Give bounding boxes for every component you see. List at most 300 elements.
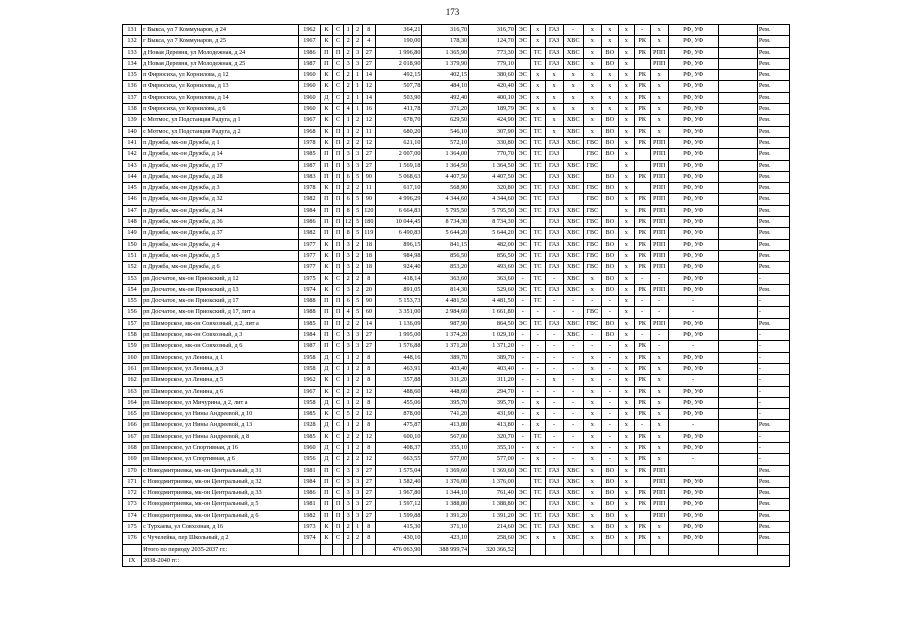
table-cell: 896,15 [375, 239, 422, 250]
table-cell: РК [634, 262, 650, 273]
table-cell: 18 [362, 239, 375, 250]
table-cell: РК [634, 363, 650, 374]
table-cell: 878,00 [375, 409, 422, 420]
table-cell: 2 [353, 183, 363, 194]
table-cell: ВО [601, 522, 618, 533]
table-cell: ТС [530, 488, 545, 499]
table-cell [563, 149, 583, 160]
table-cell: 430,10 [375, 533, 422, 544]
table-cell: 164 [123, 397, 142, 408]
table-cell: РК [634, 92, 650, 103]
table-cell: х [650, 454, 668, 465]
table-cell: ВО [601, 171, 618, 182]
table-cell: ТС [530, 183, 545, 194]
table-cell [718, 499, 757, 510]
table-cell: - [757, 307, 789, 318]
table-cell: ТС [530, 510, 545, 521]
table-cell: ХВС [563, 171, 583, 182]
table-cell: ТС [530, 476, 545, 487]
table-cell: х [650, 420, 668, 431]
table-cell: ГАЗ [545, 239, 563, 250]
table-cell: - [668, 296, 718, 307]
table-cell: РФ, УФ [668, 58, 718, 69]
table-cell: РПП [650, 137, 668, 148]
table-cell: 1960 [299, 81, 320, 92]
table-cell: 1983 [299, 171, 320, 182]
table-cell: - [545, 307, 563, 318]
table-cell: 90 [362, 296, 375, 307]
table-cell: Рем. [757, 228, 789, 239]
table-cell: РПП [650, 262, 668, 273]
table-cell: К [320, 262, 333, 273]
table-cell: 1988 [299, 296, 320, 307]
table-row [123, 409, 790, 420]
table-cell: 27 [362, 499, 375, 510]
table-cell: 420,40 [469, 81, 516, 92]
total-area-2: 388 999,74 [422, 544, 469, 555]
table-cell: - [757, 273, 789, 284]
table-cell: п Дружба, мк-он Дружба, д 3 [142, 183, 299, 194]
table-cell: рп Шиморское, ул Ленина, д 5 [142, 375, 299, 386]
table-cell: С [333, 488, 344, 499]
table-cell: Рем. [757, 239, 789, 250]
table-cell: 1987 [299, 341, 320, 352]
table-cell: РК [634, 228, 650, 239]
table-cell: - [515, 431, 530, 442]
table-cell: 151 [123, 250, 142, 261]
table-row [123, 375, 790, 386]
table-cell: 2 [353, 137, 363, 148]
housing-repair-table [122, 24, 790, 567]
table-row [123, 25, 790, 36]
table-cell: РК [634, 375, 650, 386]
table-cell: 1928 [299, 420, 320, 431]
table-cell [530, 171, 545, 182]
table-row [123, 115, 790, 126]
table-cell: 779,10 [469, 58, 516, 69]
table-row [123, 217, 790, 228]
table-cell: 355,10 [469, 442, 516, 453]
table-cell: 2 007,00 [375, 149, 422, 160]
table-cell: х [650, 126, 668, 137]
table-cell: х [618, 205, 634, 216]
table-cell: ЭС [515, 217, 530, 228]
table-cell: 139 [123, 115, 142, 126]
table-cell: - [530, 363, 545, 374]
table-cell: х [583, 431, 601, 442]
table-cell: РФ, УФ [668, 442, 718, 453]
table-cell: 2 [353, 533, 363, 544]
table-cell: х [618, 183, 634, 194]
table-cell: - [583, 330, 601, 341]
table-cell: Рем. [757, 58, 789, 69]
table-cell: 1 [343, 363, 353, 374]
total-area-1: 476 063,90 [375, 544, 422, 555]
table-cell: 2 [343, 533, 353, 544]
table-cell: - [545, 431, 563, 442]
table-cell: 119 [362, 228, 375, 239]
table-cell: 5 [353, 171, 363, 182]
table-cell: П [333, 149, 344, 160]
table-cell: ВО [601, 510, 618, 521]
table-cell: С [333, 465, 344, 476]
table-cell: рп Шиморское, мк-он Совхозный, д 2, лит а [142, 318, 299, 329]
table-cell [718, 149, 757, 160]
table-cell: с Новодмитриевка, мк-он Центральный, д 5 [142, 499, 299, 510]
table-cell: 984,98 [375, 250, 422, 261]
table-cell: К [320, 250, 333, 261]
table-cell: ГАЗ [545, 228, 563, 239]
table-cell: 2 [343, 36, 353, 47]
table-cell: 2 [353, 454, 363, 465]
table-cell: 1960 [299, 92, 320, 103]
table-cell: РК [634, 488, 650, 499]
table-cell: 152 [123, 262, 142, 273]
table-cell: х [583, 442, 601, 453]
table-row [123, 205, 790, 216]
table-cell: х [618, 194, 634, 205]
table-row [123, 126, 790, 137]
table-cell: Рем. [757, 194, 789, 205]
table-cell: х [650, 104, 668, 115]
table-cell: 621,10 [375, 137, 422, 148]
table-cell [718, 442, 757, 453]
table-cell: П [320, 330, 333, 341]
table-cell: 6 [343, 296, 353, 307]
table-cell: 8 [362, 273, 375, 284]
table-cell: 1985 [299, 409, 320, 420]
table-cell: РК [634, 137, 650, 148]
table-cell: - [563, 363, 583, 374]
table-cell: х [618, 171, 634, 182]
table-cell: ВО [601, 262, 618, 273]
table-cell: ХВС [563, 262, 583, 273]
table-cell: РФ, УФ [668, 47, 718, 58]
table-cell [515, 476, 530, 487]
table-cell: ХВС [563, 510, 583, 521]
table-cell: 8 [343, 228, 353, 239]
table-cell: 2 [353, 363, 363, 374]
table-cell [530, 544, 545, 555]
table-cell: П [320, 296, 333, 307]
table-cell: - [757, 454, 789, 465]
table-cell: п Дружба, мк-он Дружба, д 1 [142, 137, 299, 148]
table-cell [343, 544, 353, 555]
table-cell: 408,37 [375, 442, 422, 453]
table-cell: х [530, 397, 545, 408]
table-cell: 1 [343, 420, 353, 431]
table-cell: - [530, 330, 545, 341]
table-cell: С [333, 386, 344, 397]
table-cell: РК [634, 442, 650, 453]
table-row [123, 499, 790, 510]
table-cell: Рем. [757, 217, 789, 228]
table-cell: 11 [362, 126, 375, 137]
table-cell: ЭС [515, 160, 530, 171]
table-cell: РК [634, 409, 650, 420]
table-cell: 413,80 [469, 420, 516, 431]
table-cell: ХВС [563, 160, 583, 171]
table-cell: 2 984,60 [422, 307, 469, 318]
table-cell [718, 126, 757, 137]
table-cell: 415,30 [375, 522, 422, 533]
table-cell: 482,00 [469, 239, 516, 250]
table-cell: - [563, 409, 583, 420]
table-cell: Д [320, 363, 333, 374]
table-cell: ВО [601, 330, 618, 341]
table-row [123, 194, 790, 205]
table-row [123, 273, 790, 284]
table-cell: Рем. [757, 510, 789, 521]
table-cell: 1960 [299, 442, 320, 453]
table-cell: РПП [650, 149, 668, 160]
table-cell: 680,20 [375, 126, 422, 137]
table-cell: ЭС [515, 239, 530, 250]
table-cell [718, 217, 757, 228]
table-cell [718, 386, 757, 397]
table-cell: 1 376,00 [422, 476, 469, 487]
table-cell: 418,14 [375, 273, 422, 284]
table-cell: ГАЗ [545, 499, 563, 510]
table-cell: Рем. [757, 149, 789, 160]
table-cell: Рем. [757, 284, 789, 295]
table-cell: х [618, 250, 634, 261]
table-cell: 6 490,83 [375, 228, 422, 239]
table-cell: х [618, 522, 634, 533]
table-cell: С [333, 81, 344, 92]
table-cell: 371,10 [422, 522, 469, 533]
table-cell: 663,55 [375, 454, 422, 465]
table-cell: 856,50 [422, 250, 469, 261]
table-cell: ГАЗ [545, 47, 563, 58]
table-cell: П [333, 499, 344, 510]
table-cell: 190,00 [375, 36, 422, 47]
table-cell: с Чучелейка, пер Школьный, д 2 [142, 533, 299, 544]
table-cell: Рем. [757, 533, 789, 544]
table-cell: РФ, УФ [668, 104, 718, 115]
table-cell [668, 465, 718, 476]
table-cell: 132 [123, 36, 142, 47]
table-cell: х [618, 70, 634, 81]
table-cell: - [601, 409, 618, 420]
table-cell [718, 510, 757, 521]
table-cell: РФ, УФ [668, 137, 718, 148]
table-cell [718, 228, 757, 239]
table-cell: х [583, 58, 601, 69]
table-cell: 171 [123, 476, 142, 487]
table-cell: - [530, 352, 545, 363]
table-cell: 741,20 [422, 409, 469, 420]
table-cell: 163 [123, 386, 142, 397]
table-cell: ЭС [515, 70, 530, 81]
table-cell: К [320, 239, 333, 250]
table-cell: РФ, УФ [668, 92, 718, 103]
table-cell: 3 [343, 476, 353, 487]
table-cell: П [333, 160, 344, 171]
table-cell: ВО [601, 194, 618, 205]
table-cell: г Выкса, ул 7 Коммунаров, д 25 [142, 36, 299, 47]
table-cell: 488,60 [375, 386, 422, 397]
table-cell [601, 160, 618, 171]
table-cell: х [583, 454, 601, 465]
table-cell: С [333, 104, 344, 115]
table-cell: - [634, 330, 650, 341]
table-cell: ГАЗ [545, 522, 563, 533]
table-cell: 60 [362, 307, 375, 318]
table-row [123, 330, 790, 341]
table-cell: РПП [650, 499, 668, 510]
table-cell: К [320, 183, 333, 194]
table-cell: х [618, 431, 634, 442]
table-row [123, 465, 790, 476]
table-cell: 1 [353, 70, 363, 81]
table-cell: х [618, 273, 634, 284]
table-cell: РК [634, 126, 650, 137]
table-cell: х [583, 488, 601, 499]
table-cell: 2 [343, 47, 353, 58]
table-cell [299, 544, 320, 555]
table-cell: рп Досчатое, мк-он Приокский, д 17, лит а [142, 307, 299, 318]
table-cell: 162 [123, 375, 142, 386]
table-cell: 8 734,30 [422, 217, 469, 228]
table-cell: РК [634, 284, 650, 295]
table-cell: х [583, 465, 601, 476]
table-cell: 175 [123, 522, 142, 533]
table-cell: 5 [353, 194, 363, 205]
table-cell: ГАЗ [545, 149, 563, 160]
table-cell: 12 [362, 115, 375, 126]
table-cell: х [618, 126, 634, 137]
table-row [123, 341, 790, 352]
table-cell: 1960 [299, 70, 320, 81]
table-cell [718, 92, 757, 103]
table-cell: 6 664,83 [375, 205, 422, 216]
table-cell: х [583, 352, 601, 363]
table-cell: 10 044,45 [375, 217, 422, 228]
table-cell: ГАЗ [545, 318, 563, 329]
table-cell: - [601, 386, 618, 397]
table-cell: 8 [362, 420, 375, 431]
table-cell: п Дружба, мк-он Дружба, д 32 [142, 194, 299, 205]
table-cell: П [320, 171, 333, 182]
table-cell: ХВС [563, 476, 583, 487]
table-cell: ЭС [515, 47, 530, 58]
table-cell: 27 [362, 47, 375, 58]
table-cell [634, 149, 650, 160]
table-cell: 770,70 [469, 149, 516, 160]
table-cell: 1 [353, 81, 363, 92]
table-cell: - [563, 307, 583, 318]
table-cell: - [650, 296, 668, 307]
table-cell: П [320, 160, 333, 171]
table-cell: рп Шиморское, мк-он Совхозный, д 3 [142, 330, 299, 341]
table-cell: с Мотмос, ул Подстанция Радуга, д 2 [142, 126, 299, 137]
table-cell: 12 [343, 217, 353, 228]
table-cell: ТС [530, 126, 545, 137]
table-cell: - [545, 363, 563, 374]
table-cell: п Дружба, мк-он Дружба, д 37 [142, 228, 299, 239]
table-cell: - [757, 442, 789, 453]
table-cell: П [320, 465, 333, 476]
table-cell: 1 364,50 [469, 160, 516, 171]
table-cell: ГАЗ [545, 58, 563, 69]
table-cell: ГАЗ [545, 488, 563, 499]
table-cell: РПП [650, 250, 668, 261]
table-cell: рп Досчатое, мк-он Приокский, д 17 [142, 296, 299, 307]
table-cell: 1 371,20 [469, 341, 516, 352]
table-cell: х [618, 25, 634, 36]
table-cell: - [601, 454, 618, 465]
table-row [123, 36, 790, 47]
table-row [123, 70, 790, 81]
table-cell: 402,15 [422, 70, 469, 81]
table-cell: - [757, 397, 789, 408]
table-cell: х [563, 70, 583, 81]
table-cell: 12 [362, 409, 375, 420]
table-cell: - [601, 397, 618, 408]
table-cell: К [320, 533, 333, 544]
table-cell: ВО [601, 533, 618, 544]
table-cell: - [757, 352, 789, 363]
table-cell: ВО [601, 228, 618, 239]
table-cell: 159 [123, 341, 142, 352]
table-cell: ТС [530, 160, 545, 171]
table-cell: х [618, 284, 634, 295]
table-cell: ГАЗ [545, 137, 563, 148]
table-cell: 1 582,40 [375, 476, 422, 487]
table-cell: ГАЗ [545, 262, 563, 273]
table-cell: х [618, 363, 634, 374]
table-cell [718, 262, 757, 273]
table-cell: 166 [123, 420, 142, 431]
table-cell: 27 [362, 341, 375, 352]
table-cell: К [320, 284, 333, 295]
table-cell: 3 [353, 499, 363, 510]
table-cell [634, 160, 650, 171]
table-cell: РФ, УФ [668, 318, 718, 329]
table-cell: ЭС [515, 25, 530, 36]
table-cell: 2 [353, 126, 363, 137]
table-cell: С [333, 115, 344, 126]
table-cell: 448,16 [375, 352, 422, 363]
table-cell: 8 [362, 363, 375, 374]
table-cell: 1 [353, 92, 363, 103]
table-cell: 12 [362, 431, 375, 442]
table-cell: х [618, 228, 634, 239]
table-cell: 1986 [299, 217, 320, 228]
table-cell: 1977 [299, 250, 320, 261]
table-cell: 2 [353, 36, 363, 47]
table-cell [545, 544, 563, 555]
table-cell: 600,10 [375, 431, 422, 442]
table-cell: х [650, 25, 668, 36]
table-cell: ТС [530, 137, 545, 148]
table-cell: - [650, 273, 668, 284]
table-cell: х [650, 36, 668, 47]
table-cell: 1 [343, 25, 353, 36]
table-cell: 27 [362, 476, 375, 487]
table-cell: - [530, 341, 545, 352]
table-cell: РПП [650, 183, 668, 194]
table-cell: - [757, 341, 789, 352]
table-cell: 1 995,00 [375, 330, 422, 341]
table-cell [718, 250, 757, 261]
table-cell: 3 [353, 149, 363, 160]
table-cell: 1974 [299, 533, 320, 544]
table-cell: ГВС [583, 137, 601, 148]
table-cell [634, 476, 650, 487]
table-cell: 1 376,00 [469, 476, 516, 487]
